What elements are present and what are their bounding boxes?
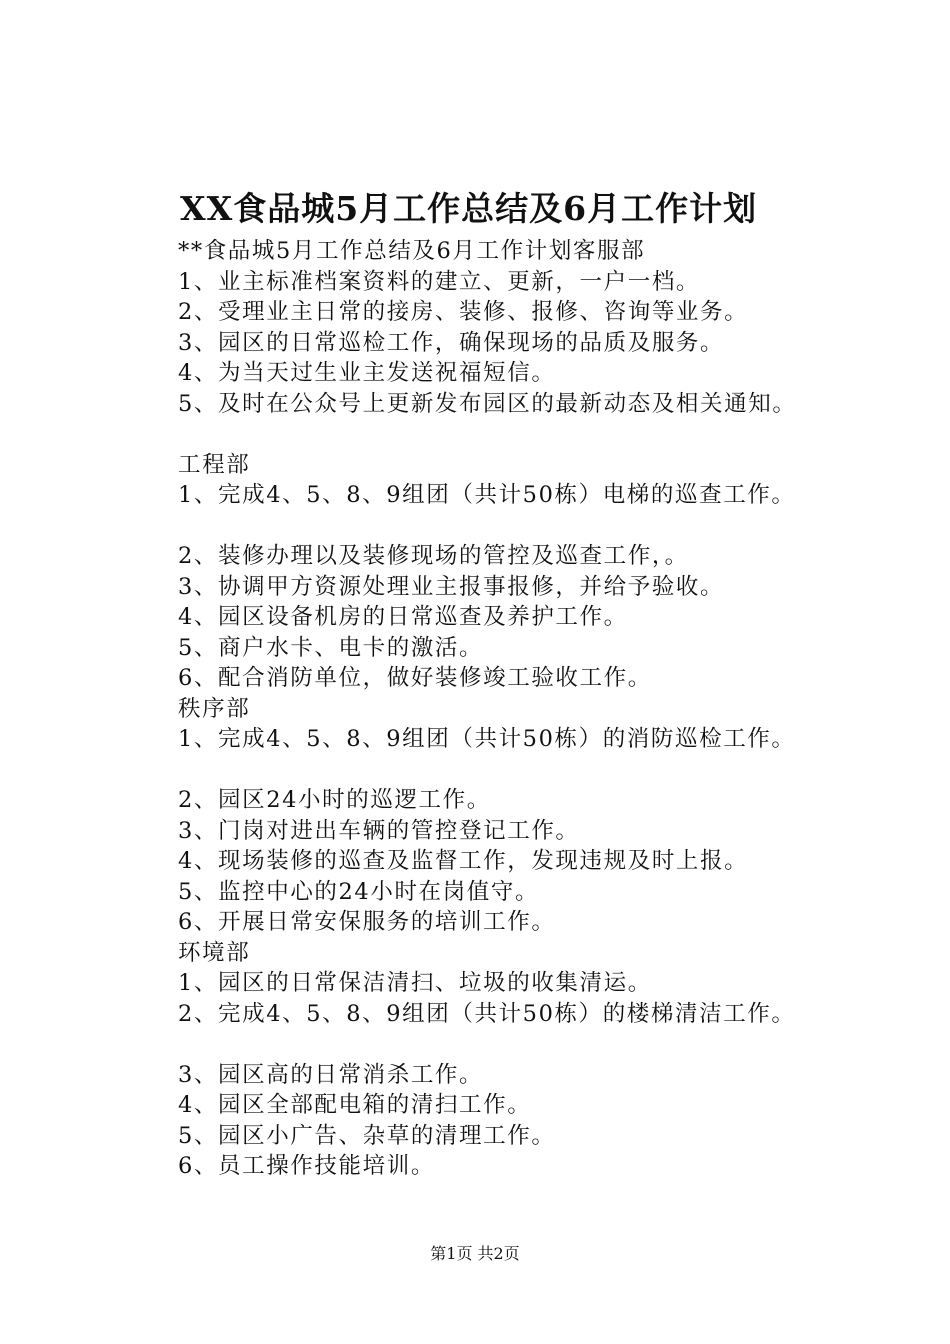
blank-line <box>178 419 878 450</box>
text-line: 2、完成4、5、8、9组团（共计50栋）的楼梯清洁工作。 <box>178 1000 796 1027</box>
text-line: 4、为当天过生业主发送祝福短信。 <box>178 360 556 386</box>
blank-line <box>178 755 878 786</box>
text-line: 秩序部 <box>178 695 251 722</box>
text-line: **食品城5月工作总结及6月工作计划客服部 <box>178 238 646 264</box>
text-line: 6、开展日常安保服务的培训工作。 <box>178 909 556 935</box>
text-line: 2、园区24小时的巡逻工作。 <box>178 787 491 813</box>
text-line: 4、园区设备机房的日常巡查及养护工作。 <box>178 604 628 630</box>
text-line: 2、装修办理以及装修现场的管控及巡查工作，。 <box>178 543 689 569</box>
text-line: 3、园区高的日常消杀工作。 <box>178 1061 484 1088</box>
text-line: 1、完成4、5、8、9组团（共计50栋）的消防巡检工作。 <box>178 726 796 752</box>
text-line: 1、园区的日常保洁清扫、垃圾的收集清运。 <box>178 970 652 996</box>
text-line: 5、监控中心的24小时在岗值守。 <box>178 878 540 905</box>
page-footer: 第1页 共2页 <box>430 1244 520 1263</box>
text-line: 3、园区的日常巡检工作，确保现场的品质及服务。 <box>178 329 725 356</box>
text-line: 5、及时在公众号上更新发布园区的最新动态及相关通知。 <box>178 390 797 417</box>
text-line: 2、受理业主日常的接房、装修、报修、咨询等业务。 <box>178 299 749 325</box>
text-line: 6、员工操作技能培训。 <box>178 1153 435 1179</box>
text-line: 3、协调甲方资源处理业主报事报修，并给予验收。 <box>178 573 725 600</box>
blank-line <box>178 1029 878 1060</box>
text-line: 4、现场装修的巡查及监督工作，发现违规及时上报。 <box>178 848 749 874</box>
text-line: 环境部 <box>178 939 251 966</box>
text-line: 1、完成4、5、8、9组团（共计50栋）电梯的巡查工作。 <box>178 482 796 508</box>
text-line: 4、园区全部配电箱的清扫工作。 <box>178 1092 532 1118</box>
text-line: 6、配合消防单位，做好装修竣工验收工作。 <box>178 665 652 691</box>
text-line: 5、园区小广告、杂草的清理工作。 <box>178 1122 556 1149</box>
blank-line <box>178 511 878 542</box>
text-line: 1、业主标准档案资料的建立、更新，一户一档。 <box>178 268 701 295</box>
document-title: XX食品城5月工作总结及6月工作计划 <box>180 189 758 228</box>
text-line: 5、商户水卡、电卡的激活。 <box>178 634 484 661</box>
document-body <box>178 236 878 1182</box>
text-line: 3、门岗对进出车辆的管控登记工作。 <box>178 817 580 844</box>
text-line: 工程部 <box>178 451 251 478</box>
